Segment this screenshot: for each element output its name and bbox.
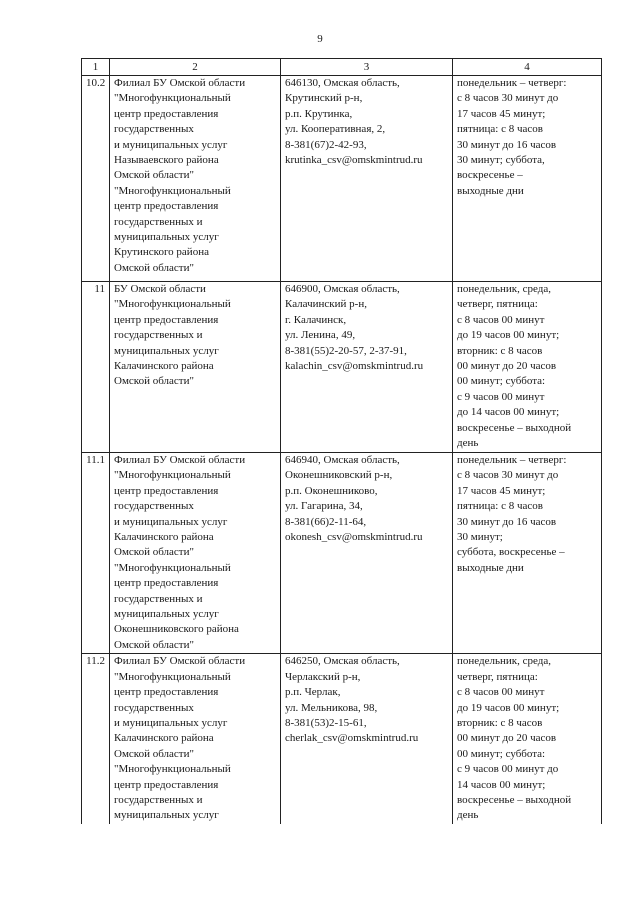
organization-name: Филиал БУ Омской области "Многофункциональный центр предоставления государственных и муниципальных услуг Калачинского района Омской области" "Многофункциональный центр предоставления государственных и муниципальных услуг Оконешниковского района Омской области": [110, 453, 281, 654]
table-row: [82, 282, 602, 453]
working-hours: понедельник – четверг: с 8 часов 30 минут до 17 часов 45 минут; пятница: с 8 часов 30 минут до 16 часов 30 минут; суббота, воскресенье – выходные дни: [453, 453, 602, 654]
table-header-row: [82, 59, 602, 76]
column-header: 1: [82, 59, 110, 76]
table-row: [82, 453, 602, 654]
working-hours: понедельник – четверг: с 8 часов 30 минут до 17 часов 45 минут; пятница: с 8 часов 30 минут до 16 часов 30 минут; суббота, воскресенье – выходные дни: [453, 76, 602, 282]
working-hours: понедельник, среда, четверг, пятница: с 8 часов 00 минут до 19 часов 00 минут; вторник: с 8 часов 00 минут до 20 часов 00 минут; суббота: с 9 часов 00 минут до 14 часов 00 минут; воскресенье – выходной день: [453, 282, 602, 453]
address-contacts: 646900, Омская область, Калачинский р-н, г. Калачинск, ул. Ленина, 49, 8-381(55)2-20-57, 2-37-91, kalachin_csv@omskmintrud.ru: [281, 282, 453, 453]
branches-table: [81, 58, 602, 824]
organization-name: Филиал БУ Омской области "Многофункциональный центр предоставления государственных и муниципальных услуг Калачинского района Омской области" "Многофункциональный центр предоставления государственных и муниципальных услуг: [110, 654, 281, 824]
column-header: 2: [110, 59, 281, 76]
organization-name: БУ Омской области "Многофункциональный центр предоставления государственных и муниципальных услуг Калачинского района Омской области": [110, 282, 281, 453]
working-hours: понедельник, среда, четверг, пятница: с 8 часов 00 минут до 19 часов 00 минут; вторник: с 8 часов 00 минут до 20 часов 00 минут; суббота: с 9 часов 00 минут до 14 часов 00 минут; воскресенье – выходной день: [453, 654, 602, 824]
row-number: 11: [82, 282, 110, 453]
address-contacts: 646250, Омская область, Черлакский р-н, р.п. Черлак, ул. Мельникова, 98, 8-381(53)2-15-61, cherlak_csv@omskmintrud.ru: [281, 654, 453, 824]
address-contacts: 646940, Омская область, Оконешниковский р-н, р.п. Оконешниково, ул. Гагарина, 34, 8-381(66)2-11-64, okonesh_csv@omskmintrud.ru: [281, 453, 453, 654]
row-number: 11.1: [82, 453, 110, 654]
row-number: 10.2: [82, 76, 110, 282]
column-header: 3: [281, 59, 453, 76]
page-number: 9: [317, 33, 323, 45]
table-row: [82, 76, 602, 282]
address-contacts: 646130, Омская область, Крутинский р-н, р.п. Крутинка, ул. Кооперативная, 2, 8-381(67)2-42-93, krutinka_csv@omskmintrud.ru: [281, 76, 453, 282]
table-row: [82, 654, 602, 824]
row-number: 11.2: [82, 654, 110, 824]
organization-name: Филиал БУ Омской области "Многофункциональный центр предоставления государственных и муниципальных услуг Называевского района Омской области" "Многофункциональный центр предоставления государственных и муниципальных услуг Крутинского района Омской области": [110, 76, 281, 282]
column-header: 4: [453, 59, 602, 76]
